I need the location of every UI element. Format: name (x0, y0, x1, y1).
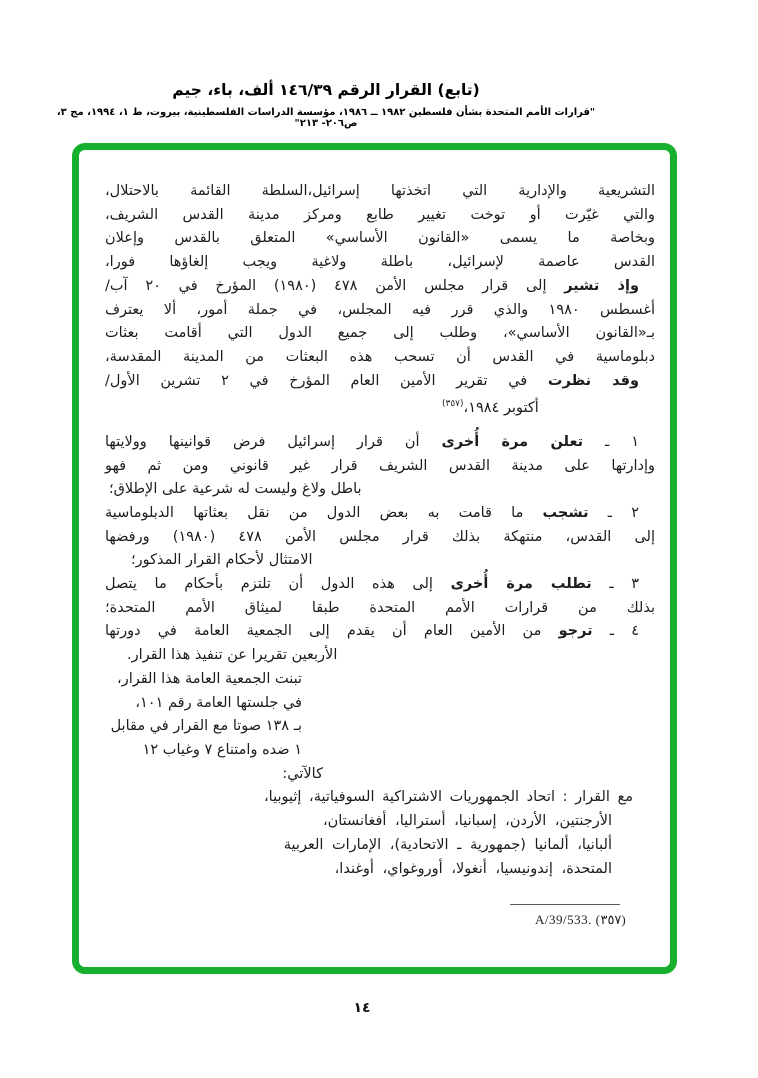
text-line: بـ«القانون الأساسي»، وطلب إلى جميع الدول التي أقامت بعثات (105, 325, 655, 342)
text-line: ألبانيا، ألمانيا (جمهورية ـ الاتحادية)، الإمارات العربية (283, 836, 612, 853)
page-number: ١٤ (353, 1000, 371, 1016)
text-line: دبلوماسية في القدس أن تسحب هذه البعثات من المدينة المقدسة، (105, 348, 655, 365)
text-line: إلى القدس، منتهكة بذلك قرار مجلس الأمن ٤٧٨ (١٩٨٠) ورفضها (105, 528, 655, 545)
text-line: تبنت الجمعية العامة هذا القرار، (117, 670, 302, 687)
header-source: "قرارات الأمم المتحدة بشأن فلسطين ١٩٨٢ ــ ١٩٨٦، مؤسسة الدراسات الفلسطينية، بيروت، ط ١، ١٩٩٤، مج ٣، ص٢٠٦- ٢١٣" (56, 107, 596, 129)
footnote-number: (٣٥٧) (595, 912, 627, 927)
footnote-rule (510, 904, 620, 905)
text-line: ٣ ـ تطلب مرة أُخرى إلى هذه الدول أن تلتزم بأحكام ما يتصل (105, 576, 639, 593)
text-line: وقد نظرت في تقرير الأمين العام المؤرخ في ٢ تشرين الأول/ (105, 372, 640, 389)
text-line: مع القرار : اتحاد الجمهوريات الاشتراكية السوفياتية، إثيوبيا، (263, 789, 633, 806)
text-line: كالآتي: (282, 765, 323, 782)
text-line: باطل ولاغ وليست له شرعية على الإطلاق؛ (109, 481, 362, 498)
text-line: وبخاصة ما يسمى «القانون الأساسي» المتعلق بالقدس وإعلان (105, 230, 655, 247)
text-line: في جلستها العامة رقم ١٠١، (135, 694, 302, 711)
header-title: (تابع) القرار الرقم ١٤٦/٣٩ ألف، باء، جيم (172, 81, 480, 99)
footnote-ref: A/39/533. (535, 912, 592, 927)
text-line: الأرجنتين، الأردن، إسبانيا، أستراليا، أفغانستان، (322, 813, 612, 830)
text-line: ٤ ـ ترجو من الأمين العام أن يقدم إلى الجمعية العامة في دورتها (105, 623, 640, 640)
text-line: ١ ضده وامتناع ٧ وغياب ١٢ (142, 742, 302, 758)
text-line: والتي غيّرت أو توخت تغيير طابع ومركز مدينة القدس الشريف، (105, 206, 655, 223)
text-line: وإدارتها على مدينة القدس الشريف قرار غير قانوني ومن ثم فهو (105, 457, 655, 474)
text-line: المتحدة، إندونيسيا، أنغولا، أوروغواي، أوغندا، (334, 860, 612, 877)
text-line: وإذ تشير إلى قرار مجلس الأمن ٤٧٨ (١٩٨٠) المؤرخ في ٢٠ آب/ (105, 277, 639, 294)
text-line: أكتوبر ١٩٨٤،$^{(٣٥٧)}$ (442, 399, 539, 417)
text-line: الأربعين تقريرا عن تنفيذ هذا القرار. (127, 647, 338, 664)
text-line: أغسطس ١٩٨٠ والذي قرر فيه المجلس، في جملة أمور، ألا يعترف (105, 301, 655, 318)
document-header (40, 80, 612, 129)
footnote-text (535, 912, 626, 928)
text-line: بذلك من قرارات الأمم المتحدة طبقا لميثاق الأمم المتحدة؛ (105, 599, 655, 616)
footnote-superscript: (٣٥٧) (442, 399, 464, 410)
text-line: الامتثال لأحكام القرار المذكور؛ (131, 552, 313, 569)
text-line: التشريعية والإدارية التي اتخذتها إسرائيل،السلطة القائمة بالاحتلال، (105, 183, 655, 199)
text-line: القدس عاصمة لإسرائيل، باطلة ولاغية ويجب إلغاؤها فورا، (105, 254, 655, 271)
text-line: ١ ـ تعلن مرة أُخرى أن قرار إسرائيل فرض قوانينها وولايتها (105, 433, 640, 450)
body-text (105, 180, 655, 881)
text-line: بـ ١٣٨ صوتا مع القرار في مقابل (110, 718, 302, 735)
text-line: ٢ ـ تشجب ما قامت به بعض الدول من نقل بعثاتها الدبلوماسية (105, 504, 639, 521)
